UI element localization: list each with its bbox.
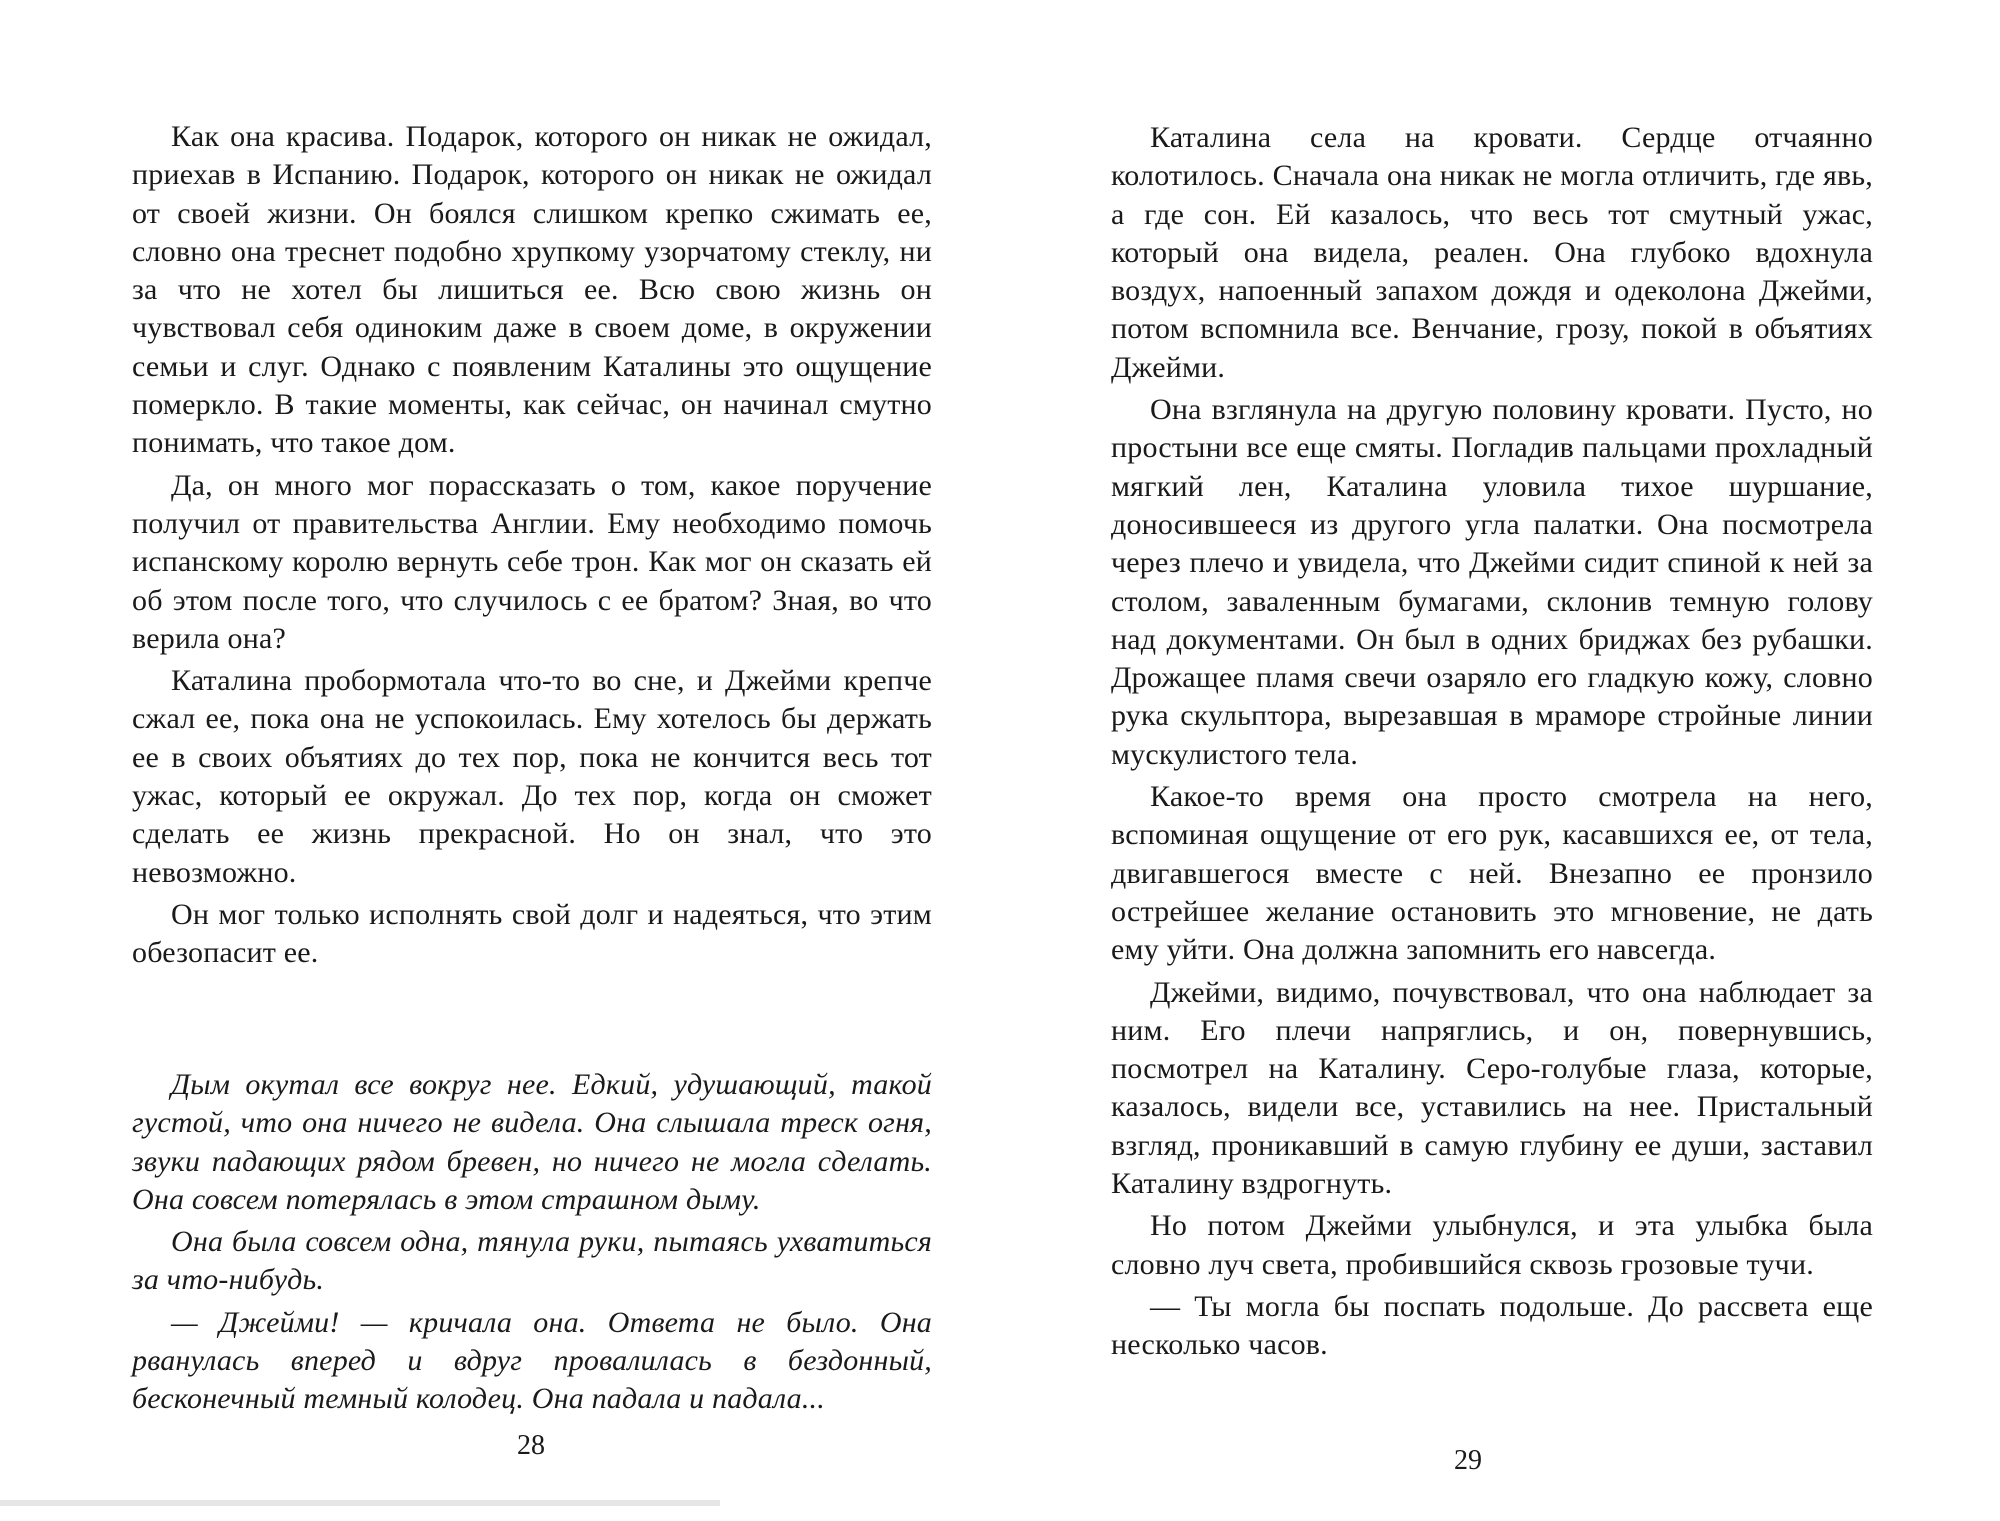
scan-edge-shadow [0,1500,720,1506]
right-page-number: 29 [1454,1445,1482,1476]
dream-paragraph-3: — Джейми! — кричала она. Ответа не было. Она рванулась вперед и вдруг провалилась в бездонный, бесконечный темный колодец. Она падала и падала... [132,1305,932,1416]
right-paragraph-5: Но потом Джейми улыбнулся, и эта улыбка была словно луч света, пробившийся сквозь грозовые тучи. [1111,1209,1873,1281]
right-page-main-text [1111,119,1873,1369]
left-paragraph-3: Каталина пробормотала что-то во сне, и Джейми крепче сжал ее, пока она не успокоилась. Ему хотелось бы держать ее в своих объятиях до тех пор, пока не кончится весь тот ужас, который ее окружал. До тех пор, когда он сможет сделать ее жизнь прекрасной. Но он знал, что это невозможно. [132,664,932,889]
dream-paragraph-2: Она была совсем одна, тянула руки, пытаясь ухватиться за что-нибудь. [132,1225,932,1297]
right-page [1000,0,2000,1521]
left-page-main-text [132,118,932,977]
right-paragraph-4: Джейми, видимо, почувствовал, что она наблюдает за ним. Его плечи напряглись, и он, повернувшись, посмотрел на Каталину. Серо-голубые глаза, которые, казалось, видели все, уставились на нее. Пристальный взгляд, проникавший в самую глубину ее души, заставил Каталину вздрогнуть. [1111,975,1873,1201]
right-paragraph-3: Какое-то время она просто смотрела на него, вспоминая ощущение от его рук, касавшихся ее, от тела, двигавшегося вместе с ней. Внезапно ее пронзило острейшее желание остановить это мгновение, не дать ему уйти. Она должна запомнить его навсегда. [1111,780,1873,967]
dream-paragraph-1: Дым окутал все вокруг нее. Едкий, удушающий, такой густой, что она ничего не видела. Она слышала треск огня, звуки падающих рядом бревен, но ничего не могла сделать. Она совсем потерялась в этом страшном дыму. [132,1068,932,1216]
left-paragraph-4: Он мог только исполнять свой долг и надеяться, что этим обезопасит ее. [132,897,932,970]
left-page-dream-text [132,1066,932,1423]
right-paragraph-2: Она взглянула на другую половину кровати. Пусто, но простыни все еще смяты. Погладив пальцами прохладный мягкий лен, Каталина уловила тихое шуршание, доносившееся из другого угла палатки. Она посмотрела через плечо и увидела, что Джейми сидит спиной к ней за столом, заваленным бумагами, склонив темную голову над документами. Он был в одних бриджах без рубашки. Дрожащее пламя свечи озаряло его гладкую кожу, словно рука скульптора, вырезавшая в мраморе стройные линии мускулистого тела. [1111,393,1873,771]
right-paragraph-6: — Ты могла бы поспать подольше. До рассвета еще несколько часов. [1111,1289,1873,1362]
left-page-number: 28 [517,1430,545,1461]
left-paragraph-2: Да, он много мог порассказать о том, какое поручение получил от правительства Англии. Ему необходимо помочь испанскому королю вернуть себе трон. Как мог он сказать ей об этом после того, что случилось с ее братом? Зная, во что верила она? [132,468,932,655]
left-paragraph-1: Как она красива. Подарок, которого он никак не ожидал, приехав в Испанию. Подарок, которого он никак не ожидал от своей жизни. Он боялся слишком крепко сжимать ее, словно она треснет подобно хрупкому узорчатому стеклу, ни за что не хотел бы лишиться ее. Всю свою жизнь он чувствовал себя одиноким даже в своем доме, в окружении семьи и слуг. Однако с появленим Каталины это ощущение померкло. В такие моменты, как сейчас, он начинал смутно понимать, что такое дом. [132,120,932,460]
right-paragraph-1: Каталина села на кровати. Сердце отчаянно колотилось. Сначала она никак не могла отличить, где явь, а где сон. Ей казалось, что весь тот смутный ужас, который она видела, реален. Она глубоко вдохнула воздух, напоенный запахом дождя и одеколона Джейми, потом вспомнила все. Венчание, грозу, покой в объятиях Джейми. [1111,121,1873,384]
